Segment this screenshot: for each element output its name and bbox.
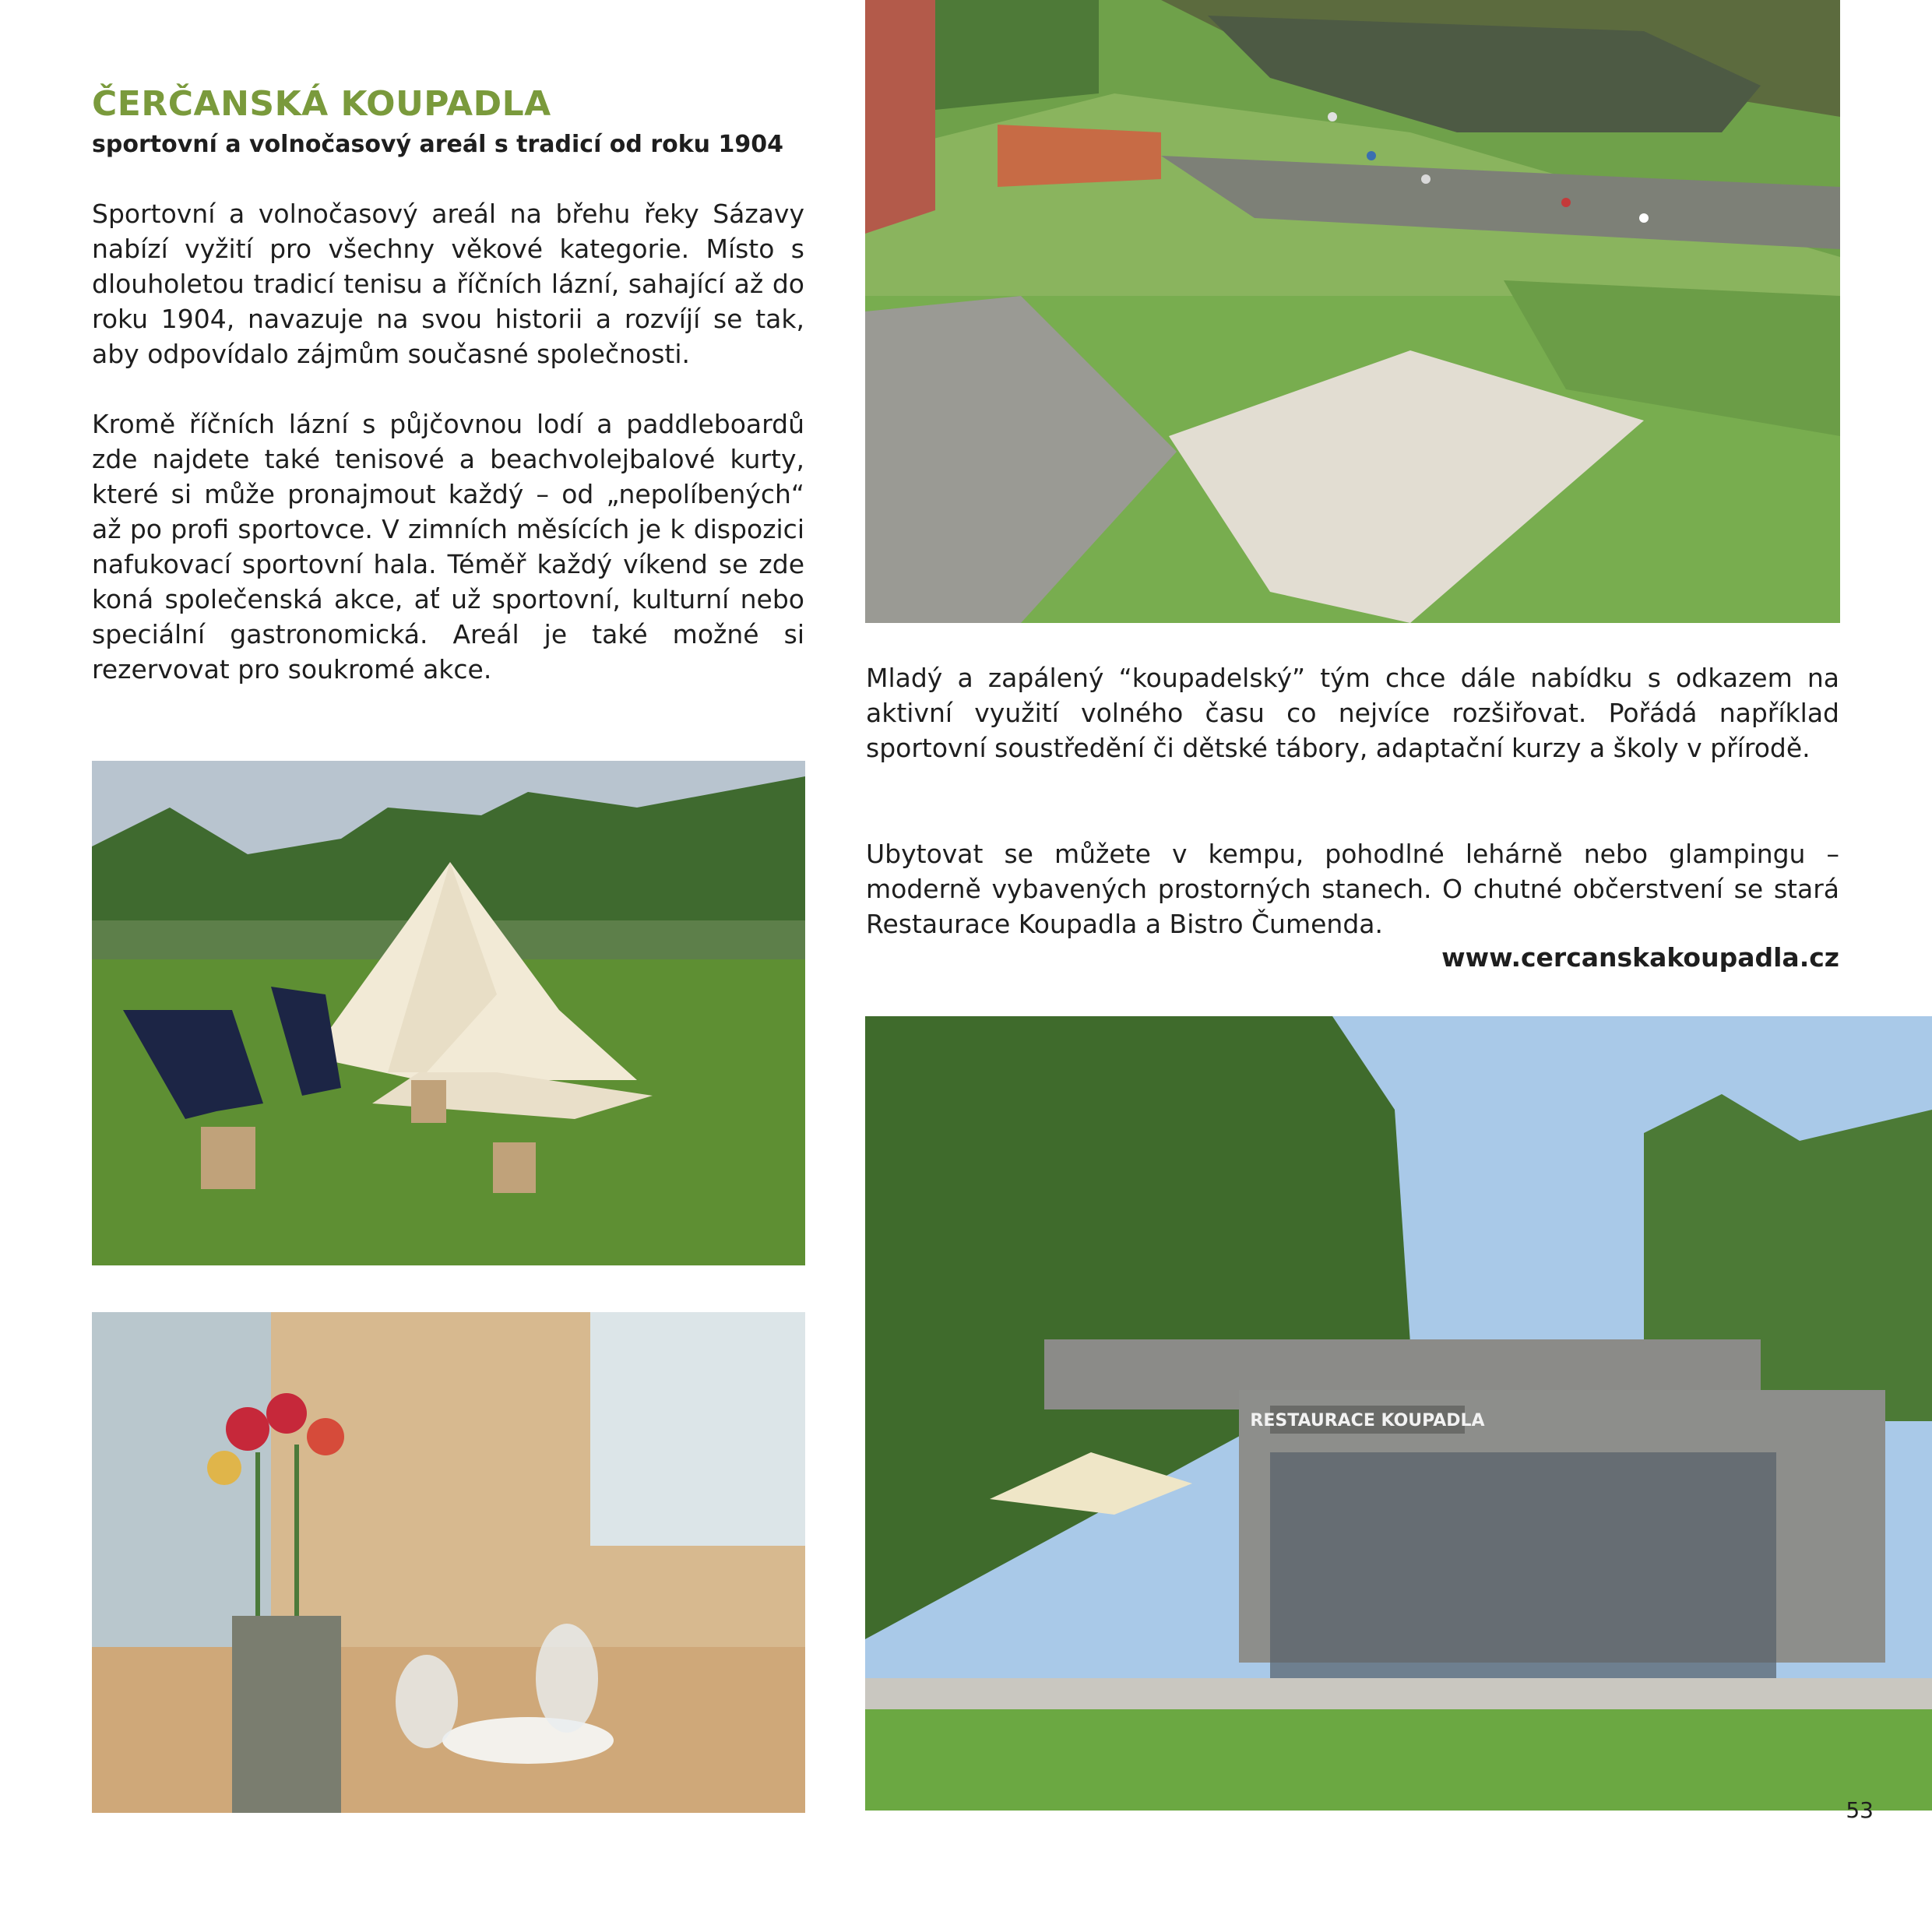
paragraph-intro: Sportovní a volnočasový areál na břehu řeky Sázavy nabízí vyžití pro všechny věkové kategorie. Místo s dlouholetou tradicí tenisu a říčních lázní, sahající až do roku 1904, navazuje na svou historii a rozvíjí se tak, aby odpovídalo zájmům současné společnosti.: [92, 199, 804, 369]
website-link[interactable]: www.cercanskakoupadla.cz: [1441, 942, 1839, 973]
aerial-photo: [865, 0, 1840, 623]
paragraph-facilities: Kromě říčních lázní s půjčovnou lodí a paddleboardů zde najdete také tenisové a beachvolejbalové kurty, které si může pronajmout každý – od „nepolíbených“ až po profi sportovce. V zimních měsících je k dispozici nafukovací sportovní hala. Téměř každý víkend se zde koná společenská akce, ať už sportovní, kulturní nebo speciální gastronomická. Areál je také možné si rezervovat pro soukromé akce.: [92, 409, 804, 684]
page-number: 53: [1846, 1797, 1874, 1823]
restaurant-sign: RESTAURACE KOUPADLA: [1250, 1411, 1485, 1431]
paragraph-team: Mladý a zapálený “koupadelský” tým chce dále nabídku s odkazem na aktivní využití volného času co nejvíce rozšiřovat. Pořádá například sportovní soustředění či dětské tábory, adaptační kurzy a školy v přírodě.: [866, 663, 1839, 763]
restaurant-photo: [865, 1016, 1932, 1811]
article-title: ČERČANSKÁ KOUPADLA: [92, 84, 551, 124]
dining-table-photo: [92, 1312, 805, 1813]
paragraph-accommodation: Ubytovat se můžete v kempu, pohodlné lehárně nebo glampingu – moderně vybavených prostorných stanech. O chutné občerstvení se stará Restaurace Koupadla a Bistro Čumenda.: [866, 839, 1839, 939]
article-subtitle: sportovní a volnočasový areál s tradicí od roku 1904: [92, 131, 783, 158]
glamping-tent-photo: [92, 761, 805, 1265]
